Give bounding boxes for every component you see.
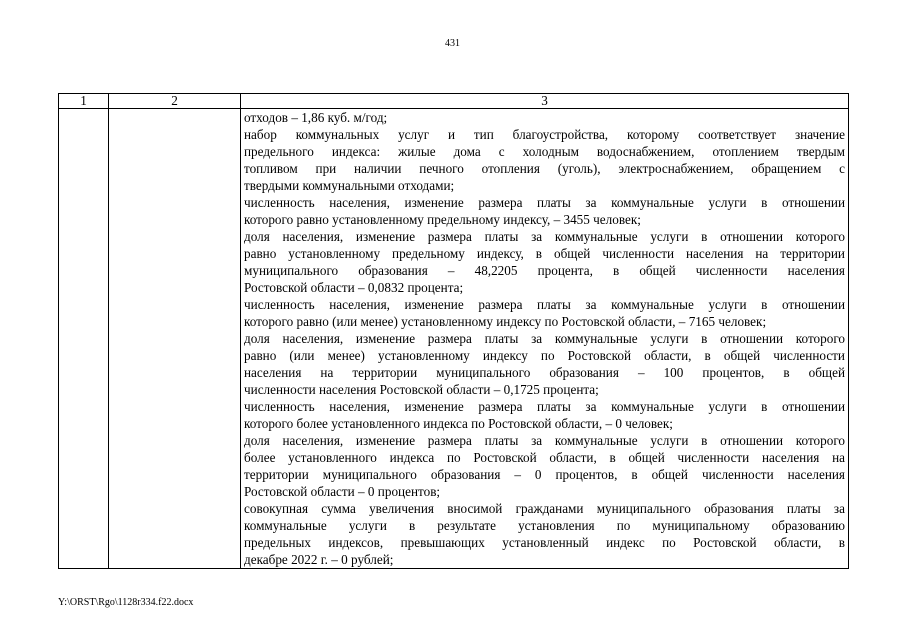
column-header-2: 2 (109, 94, 241, 109)
text-line: численности населения Ростовской области – 0,1725 процента; (244, 382, 599, 397)
text-line: доля населения, изменение размера платы за коммунальные услуги в отношении которого (244, 331, 845, 346)
text-line: равно установленному предельному индексу, в общей численности населения на территории (244, 246, 845, 261)
text-line: отходов – 1,86 куб. м/год; (244, 110, 388, 125)
text-line: муниципального образования – 48,2205 процента, в общей численности населения (244, 263, 845, 278)
text-line: твердыми коммунальными отходами; (244, 178, 455, 193)
text-line: коммунальные услуги в результате установления по муниципальному образованию (244, 518, 845, 533)
cell-col-1 (59, 109, 109, 569)
text-line: топливом при наличии печного отопления (уголь), электроснабжением, обращением с (244, 161, 845, 176)
page-number: 431 (445, 38, 460, 49)
text-line: которого равно установленному предельному индексу, – 3455 человек; (244, 212, 641, 227)
text-line: Ростовской области – 0,0832 процента; (244, 280, 464, 295)
column-header-3: 3 (241, 94, 849, 109)
text-line: доля населения, изменение размера платы за коммунальные услуги в отношении которого (244, 433, 845, 448)
table-row (59, 109, 849, 569)
text-line: территории муниципального образования – 0 процентов, в общей численности населения (244, 467, 845, 482)
text-line: которого более установленного индекса по Ростовской области, – 0 человек; (244, 416, 673, 431)
text-line: декабре 2022 г. – 0 рублей; (244, 552, 394, 567)
text-line: набор коммунальных услуг и тип благоустройства, которому соответствует значение (244, 127, 845, 142)
text-line: численность населения, изменение размера платы за коммунальные услуги в отношении (244, 399, 845, 414)
text-line: доля населения, изменение размера платы за коммунальные услуги в отношении которого (244, 229, 845, 244)
text-line: Ростовской области – 0 процентов; (244, 484, 441, 499)
file-path-footer: Y:\ORST\Rgo\1128r334.f22.docx (58, 597, 194, 608)
text-line: которого равно (или менее) установленному индексу по Ростовской области, – 7165 человек; (244, 314, 767, 329)
text-line: населения на территории муниципального образования – 100 процентов, в общей (244, 365, 845, 380)
text-line: численность населения, изменение размера платы за коммунальные услуги в отношении (244, 195, 845, 210)
text-line: более установленного индекса по Ростовской области, в общей численности населения на (244, 450, 845, 465)
table-header-row (59, 94, 849, 109)
text-line: численность населения, изменение размера платы за коммунальные услуги в отношении (244, 297, 845, 312)
text-line: совокупная сумма увеличения вносимой гражданами муниципального образования платы за (244, 501, 845, 516)
text-line: предельного индекса: жилые дома с холодным водоснабжением, отоплением твердым (244, 144, 845, 159)
cell-col-3-content (241, 109, 849, 569)
document-table (58, 93, 849, 569)
text-line: предельных индексов, превышающих установленный индекс по Ростовской области, в (244, 535, 845, 550)
column-header-1: 1 (59, 94, 109, 109)
text-line: равно (или менее) установленному индексу по Ростовской области, в общей численности (244, 348, 845, 363)
cell-col-2 (109, 109, 241, 569)
